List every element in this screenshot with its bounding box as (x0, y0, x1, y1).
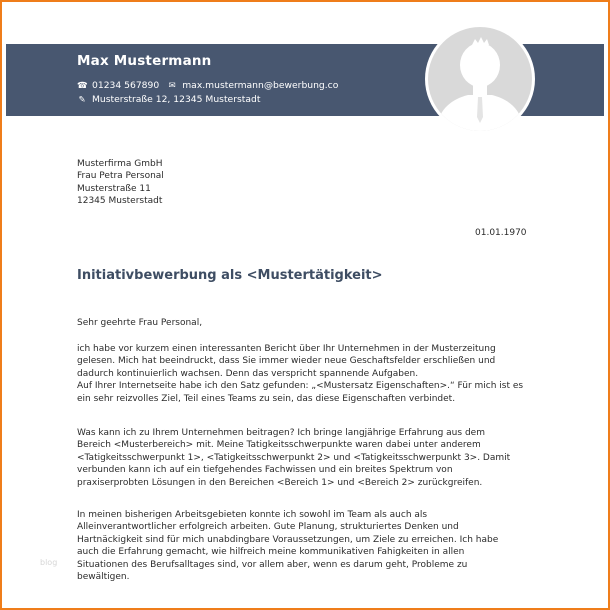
envelope-icon: ✉ (168, 81, 176, 91)
paragraph-line: verbunden kann ich auf ein tiefgehendes Fachwissen und ein breites Spektrum von (77, 465, 453, 476)
recipient-street: Musterstraße 11 (77, 183, 151, 194)
watermark: blog (40, 558, 58, 567)
recipient-company: Musterfirma GmbH (77, 159, 163, 169)
sender-name: Max Mustermann (77, 53, 212, 69)
profile-photo (425, 24, 535, 134)
paragraph-line: Auf Ihrer Internetseite habe ich den Satz gefunden: „<Mustersatz Eigenschaften>.“ Für mich ist es (77, 381, 524, 392)
paragraph-line: bewältigen. (77, 572, 130, 583)
salutation: Sehr geehrte Frau Personal, (77, 318, 203, 328)
avatar-placeholder-icon (428, 27, 532, 131)
sender-phone: 01234 567890 (92, 80, 160, 91)
paragraph-2 (77, 427, 547, 489)
paragraph-line: gelesen. Mich hat beeindruckt, dass Sie immer wieder neue Geschaftsfelder erschließen und (77, 356, 496, 367)
paragraph-line: <Tatigkeitsschwerpunkt 1>, <Tatigkeitsschwerpunkt 2> und <Tatigkeitsschwerpunkt 3>. Damit (77, 452, 511, 463)
location-pen-icon: ✎ (78, 95, 86, 105)
recipient-city: 12345 Musterstadt (77, 196, 163, 207)
paragraph-line: ein sehr reizvolles Ziel, Teil eines Teams zu sein, das diese Eigenschaften verbindet. (77, 393, 456, 404)
paragraph-line: praxiserprobten Lösungen in den Bereichen <Bereich 1> und <Bereich 2> zurückgreifen. (77, 477, 483, 488)
phone-icon: ☎ (77, 81, 88, 91)
recipient-contact: Frau Petra Personal (77, 171, 164, 182)
paragraph-1 (77, 343, 547, 405)
paragraph-line: Bereich <Musterbereich> mit. Meine Tatigkeitsschwerpunkte waren dabei unter anderem (77, 440, 481, 451)
sender-email: max.mustermann@bewerbung.co (182, 80, 339, 91)
paragraph-line: auch die Erfahrung gemacht, wie hilfreich meine kommunikativen Fahigkeiten in allen (77, 547, 465, 558)
paragraph-line: dadurch kontinuierlich wachsen. Denn das verspricht spannende Aufgaben. (77, 368, 419, 379)
sender-address: Musterstraße 12, 12345 Musterstadt (92, 94, 261, 105)
letter-date: 01.01.1970 (475, 228, 527, 238)
contact-line-2 (77, 94, 260, 105)
paragraph-line: Alleinverantwortlicher erfolgreich arbeiten. Gute Planung, strukturiertes Denken und (77, 522, 459, 533)
paragraph-line: Hartnäckigkeit sind für mich unabdingbare Voraussetzungen, um Ziele zu erreichen. Ich habe (77, 534, 499, 545)
contact-line-1 (77, 80, 338, 91)
recipient-address (77, 158, 164, 208)
paragraph-line: Situationen des Berufsalltages sind, vor allem aber, wenn es darum geht, Probleme zu (77, 559, 468, 570)
paragraph-line: In meinen bisherigen Arbeitsgebieten konnte ich sowohl im Team als auch als (77, 510, 428, 520)
paragraph-line: ich habe vor kurzem einen interessanten Bericht über Ihr Unternehmen in der Musterzeitung (77, 344, 496, 354)
letter-subject: Initiativbewerbung als <Mustertätigkeit> (77, 268, 383, 283)
paragraph-line: Was kann ich zu Ihrem Unternehmen beitragen? Ich bringe langjährige Erfahrung aus dem (77, 428, 485, 438)
paragraph-3 (77, 509, 547, 583)
